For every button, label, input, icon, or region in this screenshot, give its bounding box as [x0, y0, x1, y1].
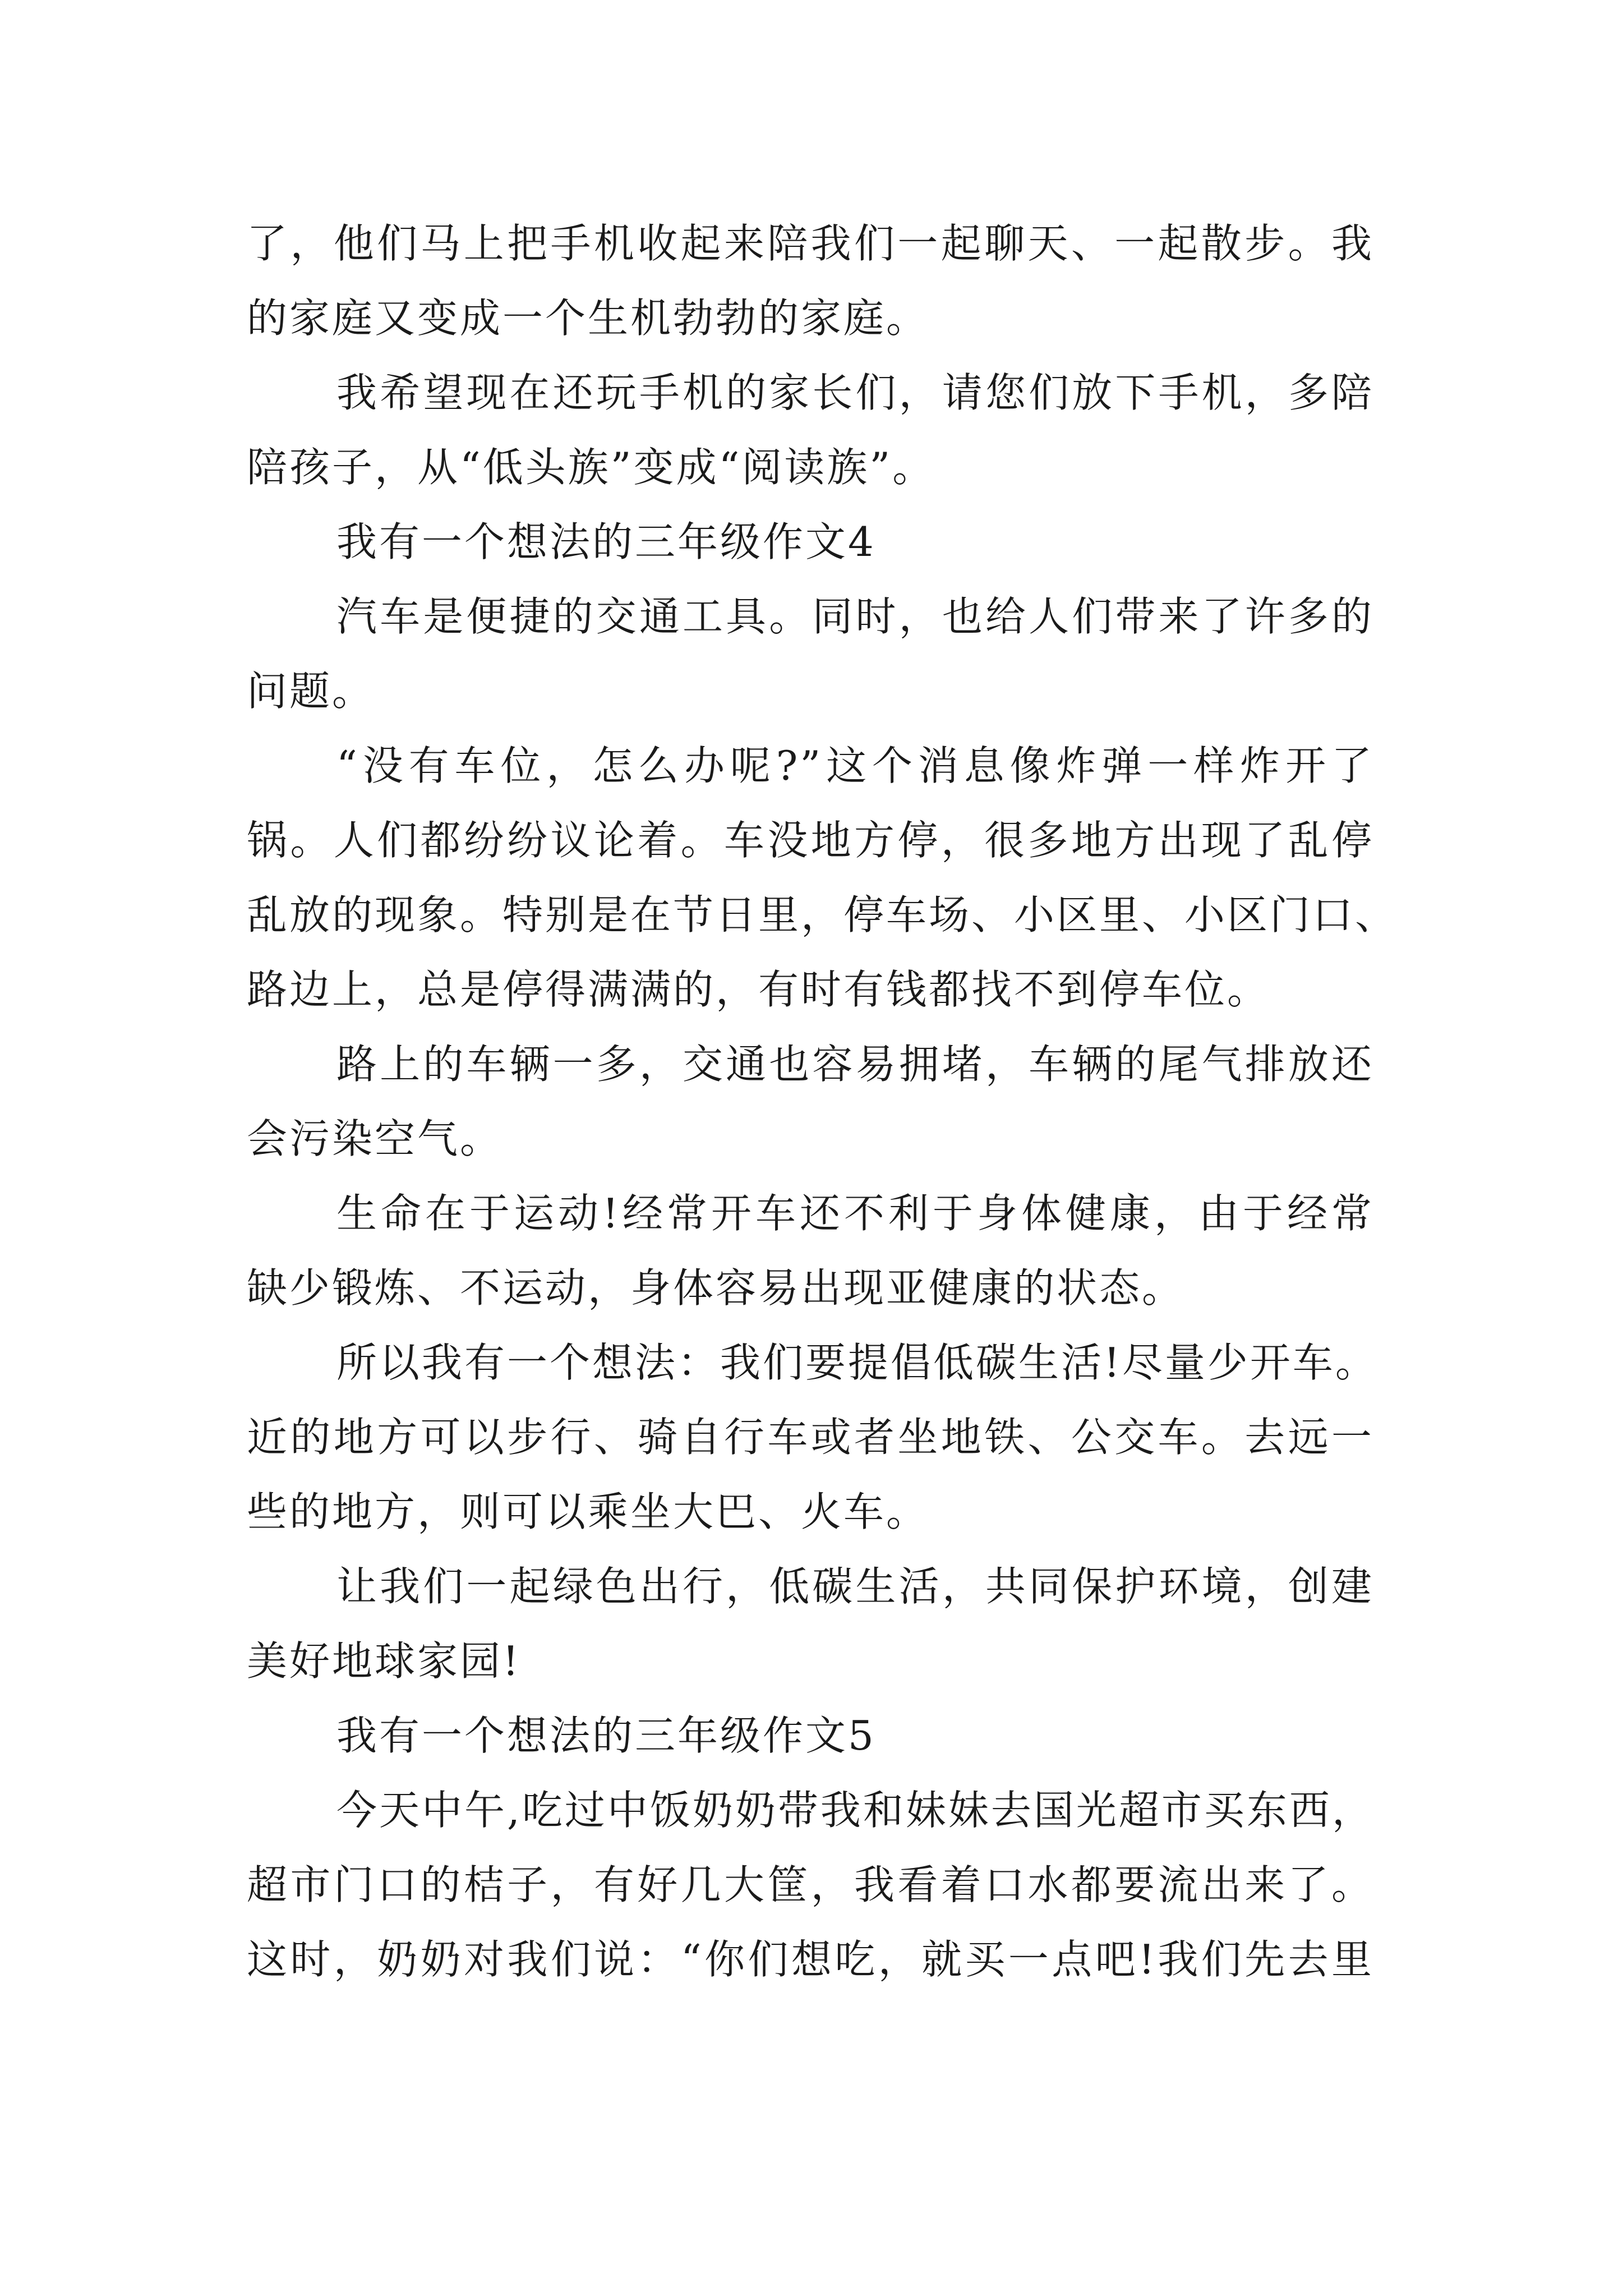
- text-line-7: 问题。: [247, 668, 375, 715]
- text-line-10: 乱放的现象。特别是在节日里，停车场、小区里、小区门口、: [247, 891, 1398, 938]
- text-line-2: 的家庭又变成一个生机勃勃的家庭。: [247, 295, 929, 342]
- text-line-23: 超市门口的桔子，有好几大筐，我看着口水都要流出来了。: [247, 1861, 1374, 1908]
- text-line-12: 路上的车辆一多，交通也容易拥堵，车辆的尾气排放还: [336, 1041, 1374, 1088]
- text-line-16: 所以我有一个想法：我们要提倡低碳生活!尽量少开车。: [336, 1339, 1378, 1386]
- text-line-1: 了，他们马上把手机收起来陪我们一起聊天、一起散步。我: [247, 220, 1374, 267]
- text-line-22: 今天中午,吃过中饭奶奶带我和妹妹去国光超市买东西，: [336, 1787, 1375, 1834]
- section-heading-5: 我有一个想法的三年级作文5: [336, 1712, 876, 1759]
- text-line-8: “没有车位，怎么办呢?”这个消息像炸弹一样炸开了: [336, 742, 1374, 789]
- text-line-20: 美好地球家园!: [247, 1637, 521, 1685]
- text-line-4: 陪孩子，从“低头族”变成“阅读族”。: [247, 444, 935, 491]
- text-line-17: 近的地方可以步行、骑自行车或者坐地铁、公交车。去远一: [247, 1414, 1374, 1461]
- text-line-13: 会污染空气。: [247, 1115, 503, 1162]
- text-line-15: 缺少锻炼、不运动，身体容易出现亚健康的状态。: [247, 1264, 1185, 1312]
- text-line-24: 这时，奶奶对我们说：“你们想吃，就买一点吧!我们先去里: [247, 1936, 1374, 1983]
- text-line-19: 让我们一起绿色出行，低碳生活，共同保护环境，创建: [336, 1563, 1374, 1610]
- section-heading-4: 我有一个想法的三年级作文4: [336, 518, 876, 565]
- text-line-18: 些的地方，则可以乘坐大巴、火车。: [247, 1488, 929, 1535]
- text-line-3: 我希望现在还玩手机的家长们，请您们放下手机，多陪: [336, 369, 1374, 416]
- text-line-9: 锅。人们都纷纷议论着。车没地方停，很多地方出现了乱停: [247, 817, 1374, 864]
- text-line-11: 路边上，总是停得满满的，有时有钱都找不到停车位。: [247, 966, 1270, 1013]
- text-line-6: 汽车是便捷的交通工具。同时，也给人们带来了许多的: [336, 593, 1374, 640]
- text-line-14: 生命在于运动!经常开车还不利于身体健康，由于经常: [336, 1190, 1374, 1237]
